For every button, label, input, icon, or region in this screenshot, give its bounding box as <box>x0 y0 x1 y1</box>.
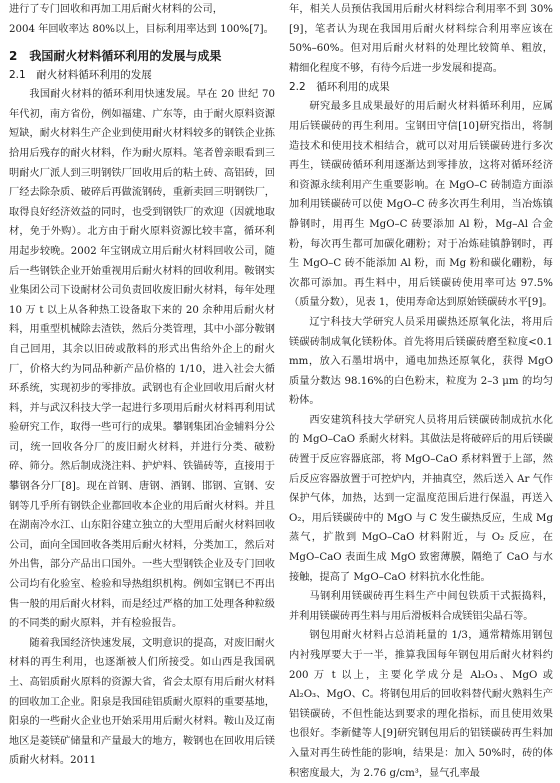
top-line: 进行了专门回收和再加工用后耐火材料的公司， <box>9 4 223 15</box>
paragraph: 辽宁科技大学研究人员采用碳热还原氧化法，将用后镁碳砖制成氧化镁粉体。首先将用后镁碳砖磨至粒度<0.1 mm，放入石墨坩埚中，通电加热还原氧化，获得 MgO 质量分数达 98.16%的白色粉末，粒度为 2–3 μm 的均匀粉体。 <box>289 316 553 407</box>
left-column <box>9 0 275 771</box>
top-line: 2004 年回收率达 80%以上，目标利用率达到 100%[7]。 <box>9 23 274 35</box>
paragraph: 钢包用耐火材料占总消耗量的 1/3，通常精炼用钢包内衬残厚要大于一半，推算我国每年钢包用后耐火材料约 200 万 t 以上，主要化学成分是 Al₂O₃、MgO 或 Al₂O₃、MgO、C。将钢包用后的回收料替代耐火熟料生产铝镁碳砖，不但性能达到要求的理化指标，而且使用效果也很好。李新健等人[9]研究钢包用后的铝镁碳砖再生料加入量对再生砖性能的影响，结果是：加入 50%时，砖的体积密度最大，为 2.76 g/cm³，显气孔率最 <box>289 630 553 779</box>
section-heading: 2 我国耐火材料循环利用的发展与成果 <box>9 49 222 64</box>
paragraph: 我国耐火材料的循环利用快速发展。早在 20 世纪 70 年代初，南方省份，例如福建、广东等，由于耐火原料资源短缺，耐火材料生产企业到使用耐火材料较多的钢铁企业拣拾用后残存的耐火材料，作为耐火原料。笔者曾亲眼看到三明耐火厂派人到三明钢铁厂回收用后的粘土砖、高铝砖，回厂经去除杂质、破碎后再做流钢砖，重新卖回三明钢铁厂，取得良好经济效益的同时，也受到钢铁厂的欢迎（因就地取材，免于外购）。北方由于耐火原料资源比较丰富，循环利用起步较晚。2002 年宝钢成立用后耐火材料回收公司，随后一些钢铁企业开始重视用后耐火材料的回收利用。鞍钢实业集团公司下设耐材公司负责回收废旧耐火材料，每年处理 10 万 t 以上从各种热工设备取下来的 20 余种用后耐火材料，用重型机械除去渣铁，然后分类管理，其中小部分鞍钢自己回用，其余以旧砖或散料的形式出售给外企上的耐火厂，价格大约为同品种新产品价格的 1/10，进入社会大循环系统，实现初步的零排放。武钢也有企业回收用后耐火材料，并与武汉科技大学一起进行多项用后耐火材料再利用试验研究工作，取得一些可行的成果。攀钢集团冶金辅料分公司，统一回收各分厂的废旧耐火材料，并进行分类、破粉碎、筛分。然后制成浇注料、护炉料、铁锚砖等，直接用于攀钢各分厂[8]。现在首钢、唐钢、酒钢、邯钢、宣钢、安钢等几乎所有钢铁企业都回收本企业的用后耐火材料。并且在湖南冷水江、山东阳谷建立独立的大型用后耐火材料回收公司，面向全国回收各类用后耐火材料，分类加工，然后对外出售，部分产品出口国外。一些大型钢铁企业及专门回收公司均有化验室、检验和导热组织机构。例如宝钢已不再出售一般的用后耐火材料，而是经过严格的加工处理各种粒级的不同类的耐火原料，并有检验报告。 <box>9 89 275 630</box>
right-column <box>289 0 553 783</box>
paragraph: 随着我国经济快速发展，文明意识的提高，对废旧耐火材料的再生利用，也逐渐被人们所接受。如山西是我国矾土、高铝质耐火原料的资源大省，省会太原有用后耐火材料的回收加工企业。阳泉是我国硅铝质耐火原料的重要基地，阳泉的一些耐火企业也开始采用用后耐火材料。鞍山及辽南地区是菱镁矿储量和产量最大的地方，鞍钢也在回收用后镁质耐火材料。2011 <box>9 637 275 767</box>
paragraph: 研究最多且成果最好的用后耐火材料循环利用，应属用后镁碳砖的再生利用。宝钢田守信[10]研究指出，将制造技术和使用技术相结合，就可以对用后镁碳砖进行多次再生，镁碳砖循环利用逐渐达到零排放，这将对循环经济和资源永续利用产生重要影响。在 MgO–C 砖制造方面添加利用镁碳砖可以使 MgO–C 砖多次再生利用，当冶炼镇静钢时，用再生 MgO–C 砖要添加 Al 粉，Mg–Al 合金粉，每次再生都可加碳化硼粉；对于冶炼硅镇静钢时，再生 MgO–C 砖不能添加 Al 粉，而 Mg 粉和碳化硼粉，每次都可添加。再生料中，用后镁碳砖使用率可达 97.5%（质量分数），见表 1，使用寿命达到原始镁碳砖水平[9]。 <box>289 101 553 309</box>
subsection-heading: 2.1 耐火材料循环利用的发展 <box>9 69 152 82</box>
paragraph: 年，相关人员预估我国用后耐火材料综合利用率不到 30%[9]，笔者认为现在我国用后耐火材料综合利用率应该在 50%–60%。但对用后耐火材料的处理比较简单、粗放，精细化程度不够，有待今后进一步发展和提高。 <box>289 4 553 74</box>
paragraph: 马钢利用镁碳砖再生料生产中间包铁质干式振捣料，并利用镁碳砖再生料与用后滑板料合成镁铝尖晶石等。 <box>289 591 553 622</box>
paragraph: 西安建筑科技大学研究人员将用后镁碳砖制成抗水化的 MgO–CaO 系耐火材料。其做法是将破碎后的用后镁碳砖置于反应容器底部，将 MgO–CaO 系材料置于上部，然后反应容器放置于可控炉内，并抽真空，然后送入 Ar 气作保护气体，加热，达到一定温度范围后进行保温，再送入 O₂，用后镁碳砖中的 MgO 与 C 发生碳热反应，生成 Mg 蒸气，扩散到 MgO–CaO 材料附近，与 O₂ 反应，在 MgO–CaO 表面生成 MgO 致密薄膜，隔绝了 CaO 与水接触，提高了 MgO–CaO 材料抗水化性能。 <box>289 414 553 583</box>
subsection-heading: 2.2 循环利用的成果 <box>289 81 390 94</box>
